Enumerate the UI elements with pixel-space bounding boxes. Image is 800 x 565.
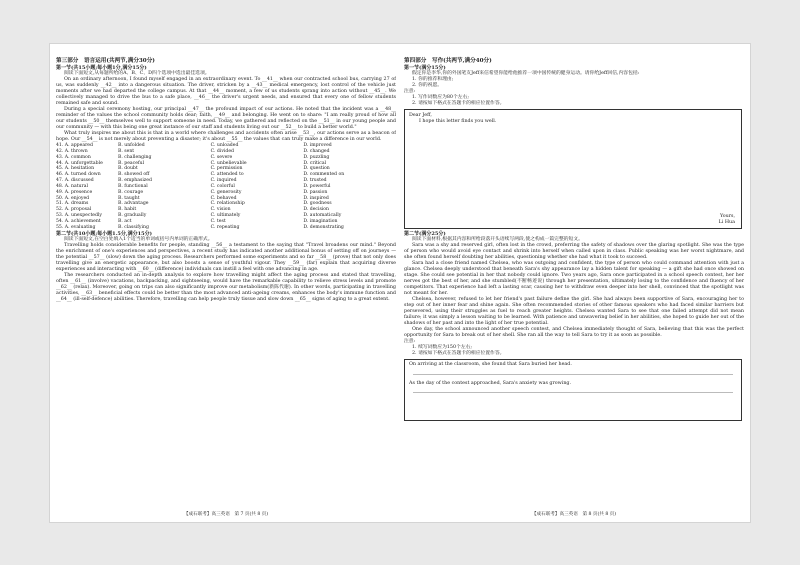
option-cell: C. colorful <box>210 183 235 189</box>
option-cell: B. functional <box>117 183 148 189</box>
note-item: 1. 续写词数应为150个左右; <box>412 345 473 350</box>
section-one-title: 第一节(共15小题;每小题1分,满分15分) <box>56 65 147 71</box>
option-cell: 55. A. evaluating <box>56 224 96 230</box>
option-cell: C. relationship <box>210 201 245 207</box>
option-cell: D. puzzling <box>303 154 330 160</box>
option-cell: 51. A. dreams <box>56 201 89 207</box>
story-paragraph: One day, the school announced another speech contest, and Chelsea immediately thought of Sara, believing that this was the perfect opportunity for Sara to break out of her shell. She ran all the way to tell Sara to try it as soon as possible. <box>404 327 744 338</box>
option-cell: D. trusted <box>303 178 327 184</box>
option-cell: C. permission <box>210 166 243 172</box>
option-cell: C. unbelievable <box>210 160 247 166</box>
option-cell: D. decision <box>303 207 330 213</box>
note-title: 注意: <box>404 339 416 344</box>
option-cell: 52. A. proposal <box>56 207 92 213</box>
option-cell: B. emphasized <box>117 178 152 184</box>
continuation-instructions: 阅读下面材料,根据其内容和所给段落开头语续写两段,使之构成一篇完整的短文。 <box>412 237 583 242</box>
section-two-title: 第二节(共10小题;每小题1.5分,满分15分) <box>56 230 152 237</box>
option-cell: D. automatically <box>303 213 342 219</box>
letter-closing: Yours, <box>719 214 735 219</box>
option-cell: B. courage <box>117 189 144 195</box>
option-cell: D. commented on <box>303 172 345 178</box>
option-cell: C. severe <box>210 154 233 160</box>
option-cell: C. divided <box>210 148 234 154</box>
option-cell: C. repeating <box>210 224 240 230</box>
cloze-paragraph: During a special ceremony hosting, our principal __47__ the profound impact of our actions. He noted that the incident was a __48__ reminder of the values the school community holds dear; faith, __49__ and belonging. He went on to share: "I am really proud of how all our students __50__ themselves well to support someone in need. Today, we gathered and reflected on the __51__ in our young people and our community — with this being one great instance of our staff and students living out our __52__ to build a better world." <box>56 107 396 130</box>
writing-section-one-title: 第一节(满分15分) <box>404 65 446 71</box>
option-cell: B. showed off <box>117 172 150 178</box>
grammar-paragraph: The researchers conducted an in-depth analysis to explore how travelling might affect the aging process and stated that travelling, often __61__ (involve) vacations, backpacking, and sightseeing, would have the remarkable capability to relieve stress levels and promote __62__ (relax). Moreover, going on trips can also significantly improve our metabolism(新陈代谢). In other words, participating in travelling activities, __63__ beneficial effects could be better than the most advanced anti-ageing creams, enhances the body's immune function and __64__ (ill-self-defence) abilities. Therefore, travelling can help people truly tissue and slow down __65__ signs of aging to a great extent. <box>56 272 396 302</box>
option-cell: 49. A. presence <box>56 189 93 195</box>
option-cell: 48. A. natural <box>56 183 88 189</box>
exam-sheet <box>50 44 750 522</box>
section-two-instructions: 阅读下面短文,在空白处填入1个适当的单词或括号内单词的正确形式。 <box>64 236 213 242</box>
note-title: 注意: <box>404 89 416 94</box>
option-cell: D. question <box>303 166 330 172</box>
option-cell: C. generosity <box>210 189 242 195</box>
writing-line <box>413 368 733 375</box>
option-cell: 45. A. hesitation <box>56 166 95 172</box>
left-page <box>56 44 396 522</box>
letter-answer-box[interactable] <box>404 109 742 229</box>
option-cell: B. advantage <box>117 201 149 207</box>
option-cell: B. unfolded <box>117 143 145 148</box>
story-paragraph: Sara was a shy and reserved girl, often lost in the crowd, preferring the safety of shadows over the glaring spotlight. She was the type of person who would avoid eye contact and shrink into herself when called upon in class. Public speaking was her worst nightmare, and she often found herself doubting her abilities, questioning whether she had what it took to succeed. <box>404 243 744 260</box>
option-cell: B. classifying <box>117 224 149 230</box>
section-one-instructions: 阅读下面短文,从每题所给的A、B、C、D四个选项中选出最佳选项。 <box>64 71 210 76</box>
option-cell: D. changed <box>303 148 330 154</box>
writing-instructions: 假定你是李华,你的外国笔友Jeff来信希望你能给他推荐一项中国传统的健身运动。请你给Jeff回信,内容包括: <box>412 71 640 76</box>
story-paragraph: Chelsea, however, refused to let her friend's past failure define the girl. She had always been supportive of Sara, encouraging her to step out of her inner fear and shine again. She often recommended stories of other famous speakers who had faced similar barriers but persevered, using their struggles as fuel to reach greater heights. Chelsea wanted Sara to see that one failed attempt did not mean failure; it was simply a lesson waiting to be learned. With patience and unwavering belief in her abilities, she hoped to guide her out of the shadows of her past and into the light of her true potential. <box>404 297 744 326</box>
option-cell: 41. A. appeared <box>56 143 93 148</box>
option-cell: B. gradually <box>117 213 147 219</box>
option-cell: D. critical <box>303 160 327 166</box>
page-footer: 【成石联考】高三英语 第 7 页(共 8 页) <box>183 512 269 517</box>
writing-point: 1. 你的推荐和理由; <box>412 77 454 82</box>
cloze-options-table <box>56 143 396 231</box>
page-footer: 【成石联考】高三英语 第 8 页(共 8 页) <box>531 512 617 517</box>
note-item: 2. 请按如下格式在答题卡的相应位置作答。 <box>412 351 505 356</box>
option-cell: D. goodness <box>303 201 332 207</box>
option-cell: B. challenging <box>117 154 152 160</box>
option-cell: D. inspired <box>303 195 329 201</box>
option-cell: 47. A. discussed <box>56 178 94 184</box>
story-paragraph: Sara had a close friend named Chelsea, who was outgoing and confident, the type of person who could command attention with just a glance. Chelsea deeply understood that beneath Sara's shy appearance lay a hidden talent for speaking — a gift she had once showed on stage. She could see potential in her that nobody could ignore. Two years ago, Sara once participated in a school speech contest, her her nerves got the best of her, and she stumbled(不断畅迹说) through her presentation, ultimately losing to the confidence and fluency of her competitors. That experience had left a lasting scar, causing her to withdraw even deeper into her shell, convinced that the spotlight was not meant for her. <box>404 261 744 296</box>
option-cell: B. taught <box>117 195 140 201</box>
note-item: 2. 请按如下格式在答题卡的相应位置作答。 <box>412 101 505 106</box>
option-cell: C. test <box>210 218 226 224</box>
option-cell: B. doubt <box>117 166 138 172</box>
option-cell: 46. A. turned down <box>56 172 101 178</box>
option-cell: D. improved <box>303 143 332 148</box>
option-cell: C. unloaded <box>210 143 239 148</box>
option-cell: 42. A. thrown <box>56 148 88 154</box>
option-cell: 44. A. unforgettable <box>56 160 103 166</box>
note-item: 1. 写作词数应为80个左右; <box>412 95 469 100</box>
cloze-paragraph: On an ordinary afternoon, I found myself engaged in an extraordinary event. To __41__ when our contracted school bus, carrying 27 of us, was suddenly __42__ into a dangerous situation. The driver, stricken by a __43__ medical emergency, lost control of the vehicle just moments after we had departed the college campus. At that __44__ moment, a few of us students sprang into action without __45__. We collectively managed to drive the bus to a safe place, __46__ the driver's urgent needs, and ensured that every one of fellow students remained safe and sound. <box>56 77 396 106</box>
option-cell: 43. A. common <box>56 154 91 160</box>
part-four-title: 第四部分 写作(共两节,满分40分) <box>404 58 492 64</box>
letter-greeting: Dear Jeff, <box>409 113 432 118</box>
option-cell: D. imagination <box>303 218 338 224</box>
option-cell: B. sent <box>117 148 135 154</box>
writing-section-two-title: 第二节(满分25分) <box>404 231 446 237</box>
continuation-opening-2: As the day of the contest approached, Sara's anxiety was growing. <box>409 380 572 386</box>
option-cell: B. act <box>117 218 132 224</box>
grammar-paragraph: Travelling holds considerable benefits for people, standing __56__ a testament to the saying that "Travel broadens our mind." Beyond the enrichment of one's experiences and perspectives, a recent study has indicated another additional bonus of setting off on journeys — the potential __57__ (slow) down the aging process. Researchers performed some experiments and so far __58__ (prove) that not only does travelling give an energetic appearance, but also boosts a sense of youthful vigour. They __59__ (far) explain that acquiring diverse experiences and interacting with __60__ (difference) individuals can instill a feel with one advancing in age. <box>56 242 396 272</box>
option-cell: B. habit <box>117 207 137 213</box>
continuation-answer-box[interactable] <box>404 359 742 421</box>
letter-opening-line: I hope this letter finds you well. <box>419 119 497 124</box>
writing-point: 2. 你的祝愿。 <box>412 83 443 88</box>
option-cell: B. peaceful <box>117 160 145 166</box>
option-cell: C. vision <box>210 207 231 213</box>
option-cell: C. inquired <box>210 178 237 184</box>
option-cell: 50. A. enjoyed <box>56 195 90 201</box>
part-three-title: 第三部分 语言运用(共两节,满分30分) <box>56 58 155 64</box>
option-cell: 54. A. achievement <box>56 218 101 224</box>
letter-name: Li Hua <box>718 220 735 225</box>
option-cell: C. ultimately <box>210 213 241 219</box>
option-cell: C. attended to <box>210 172 244 178</box>
letter-signature <box>719 214 735 226</box>
option-cell: D. demonstrating <box>303 224 344 230</box>
writing-line <box>413 387 733 394</box>
option-cell: D. passion <box>303 189 328 195</box>
option-cell: D. powerful <box>303 183 331 189</box>
continuation-opening-1: On arriving at the classroom, she found that Sara buried her head. <box>409 362 572 367</box>
option-cell: 53. A. unexpectedly <box>56 213 103 219</box>
option-cell: C. behaved <box>210 195 237 201</box>
right-page <box>404 44 744 522</box>
cloze-paragraph: What truly inspires me about this is that in a world where challenges and accidents often arise __53__, our actions serve as a beacon of hope. Our __54__ is not merely about preventing a disaster; it's about __55__ the values that can truly make a difference in our world. <box>56 131 396 142</box>
